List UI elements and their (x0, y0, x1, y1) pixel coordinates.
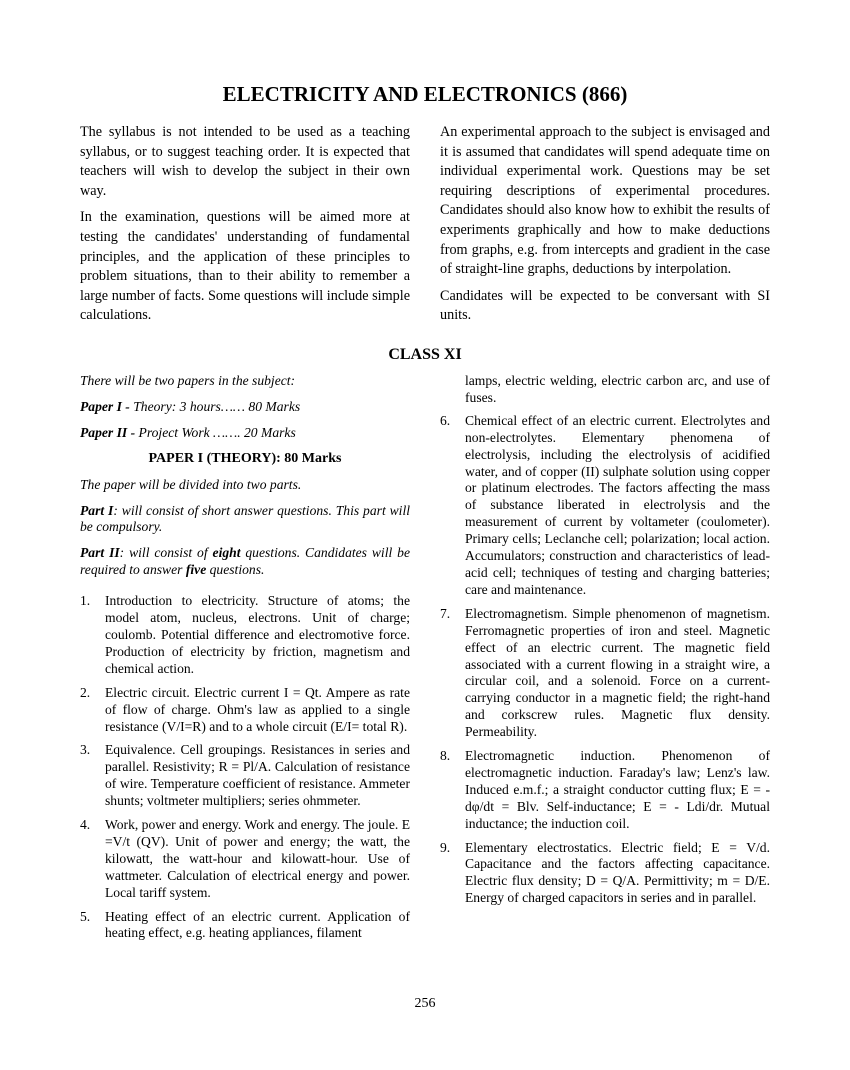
topic-text: Electromagnetism. Simple phenomenon of magnetism. Ferromagnetic properties of iron and steel. Magnetic effect of an electric current. The magnetic field associated with a current flowing in a straight wire, a circular coil, and a solenoid. Force on a current-carrying conductor in a magnetic field; the right-hand and corkscrew rules. Magnetic flux density. Permeability. (465, 605, 770, 740)
paper-one-text: Theory: 3 hours…… 80 Marks (129, 398, 301, 414)
part-one-label: Part I (80, 502, 114, 518)
topic-text: Chemical effect of an electric current. Electrolytes and non-electrolytes. Elementary phenomena of electrolysis, including the electrolysis of acidified water, and of copper (II) sulphate solution using copper or platinum electrodes. The factors affecting the mass of substance liberated in electrolysis and the measurement of current by voltameter (coulometer). Primary cells; Leclanche cell; polarization; local action. Accumulators; construction and characteristics of lead-acid cell; techniques of testing and charging batteries; care and maintenance. (465, 412, 770, 597)
page-title: ELECTRICITY AND ELECTRONICS (866) (222, 82, 628, 106)
intro-paragraph: The syllabus is not intended to be used as a teaching syllabus, or to suggest teaching order. It is expected that teachers will wish to develop the subject in their own way. (80, 124, 410, 199)
part-two-label: Part II (80, 545, 120, 561)
part-two-text: : will consist of (119, 545, 213, 561)
topic-item (80, 742, 410, 810)
paper-one-label: Paper I - (80, 398, 130, 414)
topic-number: 2. (80, 684, 91, 700)
topic-number: 8. (440, 748, 451, 764)
right-column (440, 373, 770, 914)
paper-two-text: Project Work ……. 20 Marks (135, 424, 296, 440)
topic-item (80, 685, 410, 736)
topic-text: Introduction to electricity. Structure of atoms; the model atom, nucleus, electrons. Unit of charge; coulomb. Potential difference and electromotive force. Production of electricity by friction, magnetism and chemical action. (105, 593, 410, 676)
topic-item (80, 909, 410, 943)
paper-two-line (80, 425, 410, 442)
topic-text: Electric circuit. Electric current I = Qt. Ampere as rate of flow of charge. Ohm's law as applied to a single resistance (V/I=R) and to a whole circuit (E/I= total R). (105, 684, 410, 734)
topic-number: 9. (440, 839, 451, 855)
part-two-text: questions. Candidates will be required to answer (80, 545, 410, 578)
topic-item (80, 817, 410, 902)
topic-number: 1. (80, 593, 91, 609)
topic-item (440, 840, 770, 908)
eight-emphasis: eight (212, 545, 241, 561)
left-column (80, 373, 410, 949)
paper-heading: PAPER I (THEORY): 80 Marks (148, 450, 342, 466)
topic-item (80, 593, 410, 678)
intro-right-column (440, 123, 770, 333)
intro-paragraph: Candidates will be expected to be conversant with SI units. (440, 287, 770, 324)
intro-paragraph: In the examination, questions will be aimed more at testing the candidates' understanding of fundamental principles, and the application of these principles to problem situations, than to their ability to remember a large number of facts. Some questions will include simple calculations. (80, 209, 410, 324)
page-number: 256 (414, 996, 436, 1011)
topic-item (440, 413, 770, 599)
part-two-note (80, 545, 410, 579)
divided-note: The paper will be divided into two parts. (80, 476, 302, 492)
intro-left-column (80, 123, 410, 333)
intro-paragraph: An experimental approach to the subject is envisaged and it is assumed that candidates will spend adequate time on individual experimental work. Questions may be set requiring descriptions of experimental procedures. Candidates should also know how to exhibit the results of experiments graphically and how to make deductions from graphs, e.g. from intercepts and gradient in the case of straight-line graphs, deductions by interpolation. (440, 124, 770, 278)
topic-text: Heating effect of an electric current. Application of heating effect, e.g. heating appliances, filament (105, 908, 410, 941)
topic-text: Work, power and energy. Work and energy. The joule. E =V/t (QV). Unit of power and energy; the watt, the kilowatt, the watt-hour and kilowatt-hour. Use of wattmeter. Calculation of electrical energy and power. Local tariff system. (105, 817, 410, 900)
topic-text: Electromagnetic induction. Phenomenon of electromagnetic induction. Faraday's law; Lenz's law. Induced e.m.f.; a straight conductor cutting flux; E = - dφ/dt = Blv. Self-inductance; E = - Ldi/dr. Mutual inductance; the induction coil. (465, 748, 770, 831)
topic-continuation: lamps, electric welding, electric carbon arc, and use of fuses. (465, 373, 770, 405)
papers-intro: There will be two papers in the subject: (80, 373, 296, 388)
paper-one-line (80, 399, 410, 416)
topic-item (440, 606, 770, 741)
part-one-text: : will consist of short answer questions. This part will be compulsory. (80, 502, 410, 535)
topic-text: Equivalence. Cell groupings. Resistances in series and parallel. Resistivity; R = Pl/A. Calculation of resistance of wire. Temperature coefficient of resistance. Ammeter shunts; voltmeter multipliers; series ohmmeter. (105, 742, 410, 809)
topic-item (440, 748, 770, 833)
topic-text: Elementary electrostatics. Electric field; E = V/d. Capacitance and the factors affecting capacitance. Electric flux density; D = Q/A. Permittivity; m = D/E. Energy of charged capacitors in series and in parallel. (465, 839, 770, 906)
topic-list-left (80, 593, 410, 942)
topic-number: 4. (80, 817, 91, 833)
topic-list-right (440, 413, 770, 907)
paper-two-label: Paper II - (80, 424, 136, 440)
part-two-text: questions. (206, 562, 265, 578)
topic-number: 5. (80, 908, 91, 924)
topic-number: 3. (80, 742, 91, 758)
topic-number: 6. (440, 412, 451, 428)
topic-number: 7. (440, 605, 451, 621)
five-emphasis: five (185, 562, 207, 578)
class-heading: CLASS XI (388, 346, 462, 363)
part-one-note (80, 503, 410, 537)
